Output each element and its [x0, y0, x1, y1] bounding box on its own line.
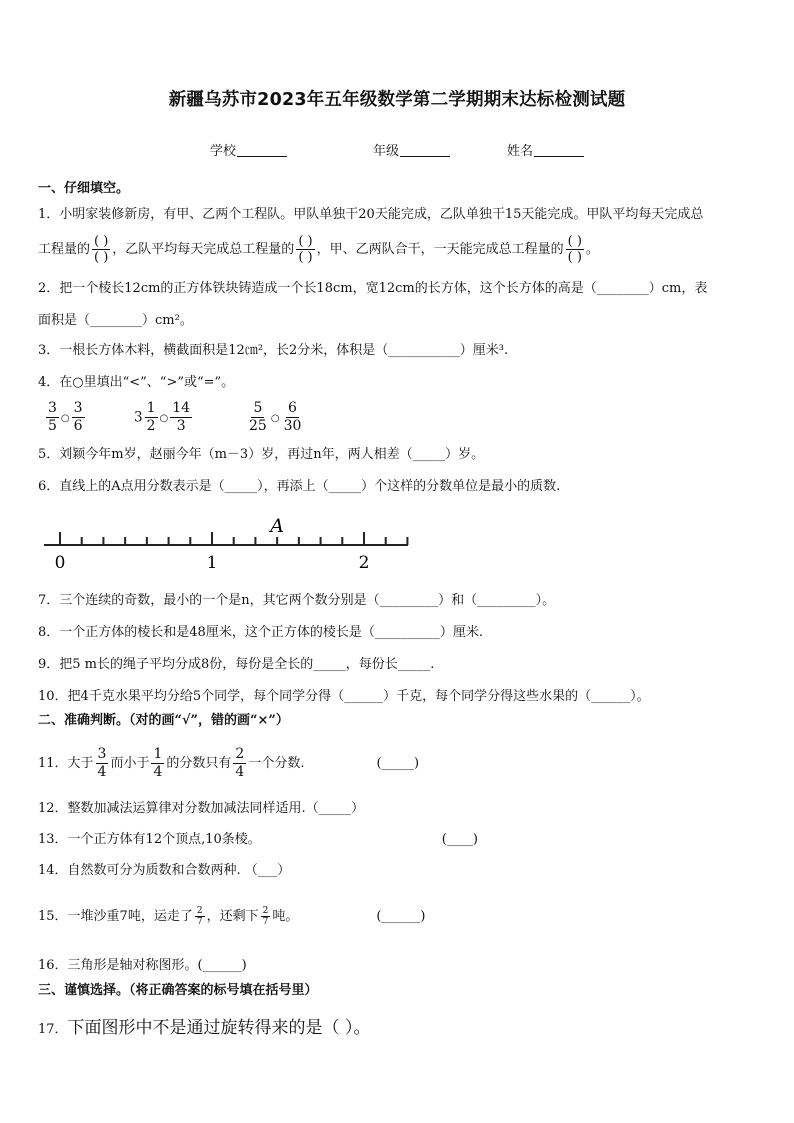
denominator: 5 [48, 418, 57, 434]
question-14: 14．自然数可分为质数和合数两种. （___） [38, 863, 291, 878]
numerator: 5 [253, 400, 263, 416]
compare-circle-3[interactable]: ○ [270, 413, 280, 424]
denominator: 2 [146, 418, 156, 434]
section-3-heading: 三、谨慎选择。（将正确答案的标号填在括号里） [38, 983, 318, 998]
grade-label: 年级 [373, 144, 400, 159]
question-13 [38, 831, 478, 849]
q4-item-1 [44, 400, 87, 435]
q11-frac-2 [151, 746, 164, 781]
numerator: 3 [73, 400, 83, 416]
q11-frac-1 [96, 746, 109, 781]
q13-answer-blank[interactable]: (____) [441, 832, 478, 847]
question-1-line-b [38, 234, 599, 265]
name-label: 姓名 [507, 144, 534, 159]
question-12: 12．整数加减法运算律对分数加减法同样适用.（_____） [38, 801, 365, 816]
q11-text-c: 的分数只有 [166, 756, 232, 771]
grade-field [373, 140, 450, 159]
question-17 [38, 1013, 370, 1038]
denominator: 3 [176, 418, 186, 434]
denominator: 4 [153, 764, 163, 780]
q15-text-c: 吨。 [272, 909, 299, 924]
q11-text-d: 一个分数. [248, 756, 305, 771]
compare-circle-2[interactable]: ○ [159, 413, 169, 424]
question-6: 6．直线上的A点用分数表示是（_____），再添上（_____）个这样的分数单位是最小的质数. [38, 479, 561, 494]
q15-frac-2 [261, 906, 271, 927]
q1-text-3: ，甲、乙两队合干，一天能完成总工程量的 [316, 242, 564, 257]
q15-text-b: ，还剩下 [206, 909, 259, 924]
denominator: 4 [97, 764, 107, 780]
question-11 [38, 746, 419, 781]
grade-blank[interactable] [400, 144, 450, 157]
denominator: 7 [196, 917, 203, 927]
question-2-line-a: 2．把一个棱长12cm的正方体铁块铸造成一个长18cm，宽12cm的长方体，这个长方体的高是（________）cm，表 [38, 281, 708, 296]
q1-blank-fraction-2[interactable] [296, 234, 314, 265]
number-line-label-2: 2 [358, 553, 370, 573]
school-blank[interactable] [237, 144, 287, 157]
numerator: 1 [153, 746, 163, 762]
question-7: 7．三个连续的奇数，最小的一个是n，其它两个数分别是（_________）和（_________）。 [38, 593, 556, 608]
question-15 [38, 906, 425, 927]
school-field [210, 140, 287, 159]
section-1-heading: 一、仔细填空。 [38, 181, 130, 196]
numerator: 2 [235, 746, 245, 762]
whole-number: 3 [134, 409, 143, 426]
q4-i2-frac-2 [170, 400, 192, 435]
numerator: 14 [172, 400, 191, 416]
q1-text-1: 工程量的 [38, 242, 91, 257]
q1-blank-fraction-1[interactable] [92, 234, 110, 265]
q4-item-3 [245, 400, 305, 435]
q1-blank-num-2: ( ) [298, 234, 313, 249]
denominator: 30 [283, 418, 302, 434]
denominator: 4 [235, 764, 245, 780]
q4-item-2 [134, 400, 194, 435]
number-line-label-1: 1 [206, 553, 218, 573]
q17-text: 下面图形中不是通过旋转得来的是（ ）。 [67, 1018, 371, 1038]
question-5: 5．刘颖今年m岁，赵丽今年（m－3）岁，再过n年，两人相差（_____）岁。 [38, 447, 485, 462]
q1-blank-num-1: ( ) [94, 234, 109, 249]
number-line [40, 512, 420, 574]
numerator: 6 [288, 400, 297, 416]
school-label: 学校 [210, 144, 237, 159]
q4-i1-frac-2 [72, 400, 85, 435]
question-10: 10．把4千克水果平均分给5个同学，每个同学分得（______）千克，每个同学分得这些水果的（______）。 [38, 689, 650, 704]
question-1-line-a: 1．小明家装修新房，有甲、乙两个工程队。甲队单独干20天能完成，乙队单独干15天能完成。甲队平均每天完成总 [38, 207, 704, 222]
q4-i3-frac-1 [247, 400, 269, 435]
q13-text: 13．一个正方体有12个顶点,10条棱。 [38, 832, 261, 847]
question-9: 9．把5 m长的绳子平均分成8份，每份是全长的_____，每份长_____. [38, 657, 435, 672]
section-2-heading: 二、准确判断。（对的画“√”，错的画“×”） [38, 713, 289, 728]
q4-i3-frac-2 [282, 400, 304, 435]
q4-i1-frac-1 [46, 400, 59, 435]
q11-answer-blank[interactable]: (_____) [376, 756, 420, 771]
q4-i2-frac-1 [145, 400, 158, 435]
numerator: 3 [97, 746, 107, 762]
question-8: 8．一个正方体的棱长和是48厘米，这个正方体的棱长是（__________）厘米. [38, 625, 483, 640]
page-title: 新疆乌苏市2023年五年级数学第二学期期末达标检测试题 [168, 90, 626, 110]
question-2-line-b: 面积是（________）cm²。 [38, 313, 193, 328]
number-line-label-0: 0 [54, 553, 66, 573]
numerator: 2 [196, 906, 203, 916]
q1-blank-den-1: ( ) [94, 250, 109, 265]
name-field [507, 140, 584, 159]
denominator: 7 [262, 917, 269, 927]
q11-text-a: 11．大于 [38, 756, 94, 771]
q1-blank-fraction-3[interactable] [566, 234, 584, 265]
q1-blank-den-3: ( ) [567, 250, 582, 265]
name-blank[interactable] [534, 144, 584, 157]
q15-frac-1 [195, 906, 205, 927]
q15-text-a: 15．一堆沙重7吨，运走了 [38, 909, 193, 924]
question-4-stem: 4．在○里填出“<”、“>”或“=”。 [38, 375, 235, 390]
q15-answer-blank[interactable]: (______) [376, 909, 426, 924]
numerator: 3 [48, 400, 57, 416]
numerator: 2 [262, 906, 269, 916]
q1-blank-num-3: ( ) [567, 234, 582, 249]
q17-number: 17． [38, 1022, 68, 1037]
number-line-ticks [60, 532, 407, 545]
numerator: 1 [146, 400, 156, 416]
number-line-point-a: A [270, 515, 285, 537]
compare-circle-1[interactable]: ○ [60, 413, 70, 424]
q11-text-b: 而小于 [110, 756, 150, 771]
q1-blank-den-2: ( ) [298, 250, 313, 265]
question-3: 3．一根长方体木料，横截面积是12㎝²，长2分米，体积是（___________）厘米³. [38, 343, 509, 358]
q1-text-4: 。 [585, 242, 599, 257]
denominator: 6 [73, 418, 83, 434]
question-16: 16．三角形是轴对称图形。(______) [38, 958, 247, 973]
q1-text-2: ，乙队平均每天完成总工程量的 [112, 242, 295, 257]
q11-frac-3 [233, 746, 246, 781]
denominator: 25 [249, 418, 267, 434]
